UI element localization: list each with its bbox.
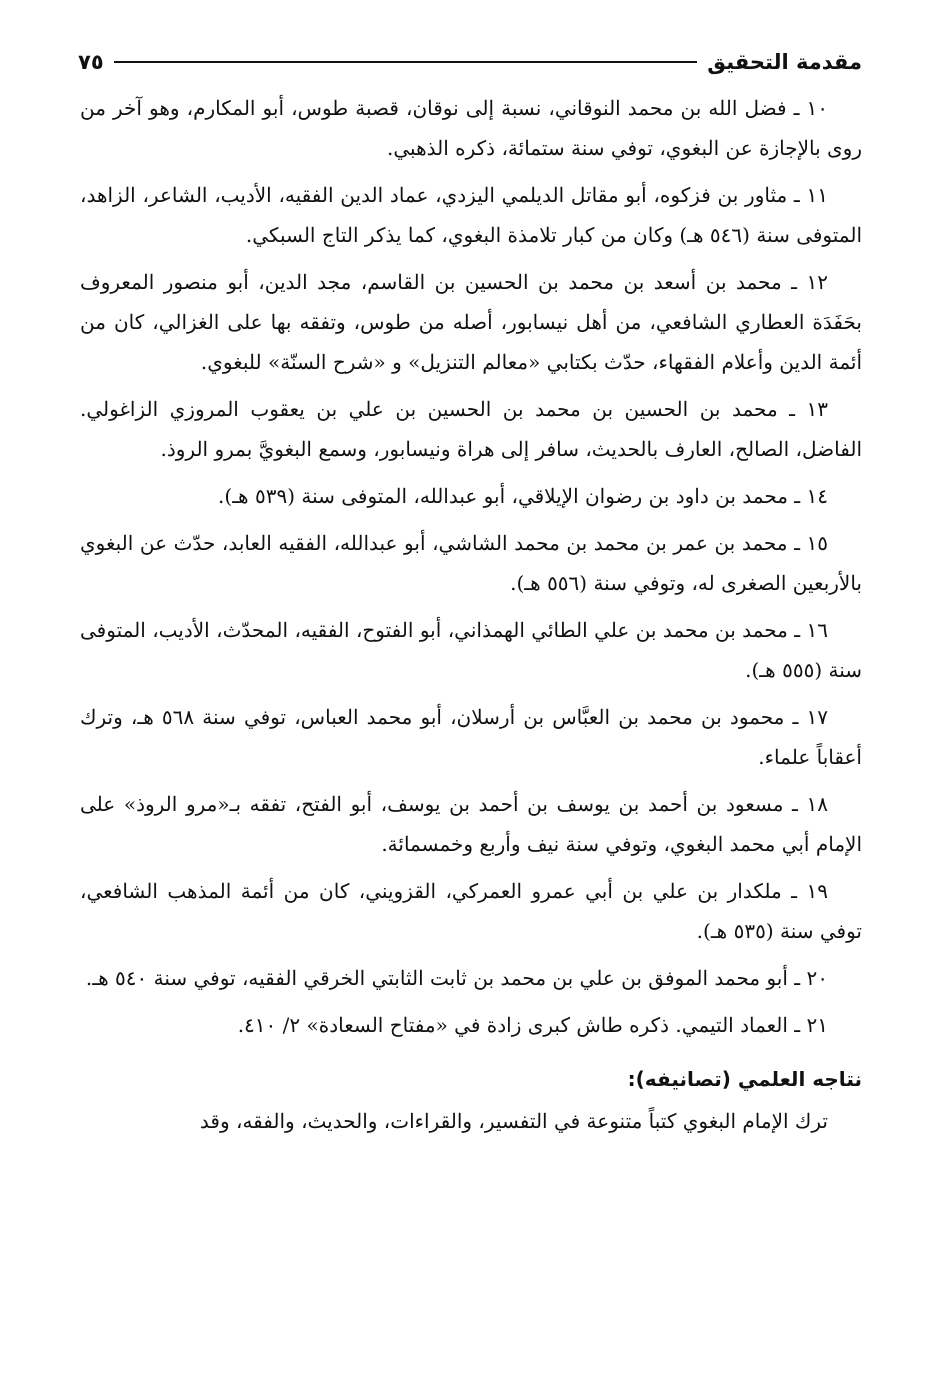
entry-11: ١١ ـ مثاور بن فزكوه، أبو مقاتل الديلمي اليزدي، عماد الدين الفقيه، الأديب، الشاعر، الزاهد، المتوفى سنة (٥٤٦ هـ) وكان من كبار تلامذة البغوي، كما يذكر التاج السبكي. — [80, 183, 862, 247]
entry-10: ١٠ ـ فضل الله بن محمد النوقاني، نسبة إلى نوقان، قصبة طوس، أبو المكارم، وهو آخر من روى بالإجازة عن البغوي، توفي سنة ستمائة، ذكره الذهبي. — [80, 96, 862, 160]
entry-14: ١٤ ـ محمد بن داود بن رضوان الإيلاقي، أبو عبدالله، المتوفى سنة (٥٣٩ هـ). — [218, 484, 828, 508]
running-title: مقدمة التحقيق — [707, 50, 862, 74]
entry-19: ١٩ ـ ملكدار بن علي بن أبي عمرو العمركي، القزويني، كان من أئمة المذهب الشافعي، توفي سنة (٥٣٥ هـ). — [80, 879, 862, 943]
page-header — [78, 44, 862, 80]
entry-17: ١٧ ـ محمود بن محمد بن العبَّاس بن أرسلان، أبو محمد العباس، توفي سنة ٥٦٨ هـ، وترك أعقاباً علماء. — [80, 705, 862, 769]
page-number: ٧٥ — [78, 50, 104, 74]
entry-20: ٢٠ ـ أبو محمد الموفق بن علي بن محمد بن ثابت الثابتي الخرقي الفقيه، توفي سنة ٥٤٠ هـ. — [85, 966, 828, 990]
section-heading: نتاجه العلمي (تصانيفه): — [627, 1067, 862, 1091]
header-rule — [114, 61, 698, 63]
section-intro-text: ترك الإمام البغوي كتباً متنوعة في التفسير، والقراءات، والحديث، والفقه، وقد — [199, 1109, 828, 1133]
entry-16: ١٦ ـ محمد بن محمد بن علي الطائي الهمذاني، أبو الفتوح، الفقيه، المحدّث، الأديب، المتوفى سنة (٥٥٥ هـ). — [80, 618, 862, 682]
entry-12: ١٢ ـ محمد بن أسعد بن محمد بن الحسين بن القاسم، مجد الدين، أبو منصور المعروف بحَفَدَة العطاري الشافعي، من أهل نيسابور، أصله من طوس، وتفقه بها على الغزالي، كان من أئمة الدين وأعلام الفقهاء، حدّث بكتابي «معالم التنزيل» و «شرح السنّة» للبغوي. — [80, 270, 862, 374]
entry-13: ١٣ ـ محمد بن الحسين بن محمد بن الحسين بن علي بن يعقوب المروزي الزاغولي. الفاضل، الصالح، العارف بالحديث، سافر إلى هراة ونيسابور، وسمع البغويَّ بمرو الروذ. — [80, 397, 862, 461]
page-body — [80, 88, 862, 1141]
entry-21: ٢١ ـ العماد التيمي. ذكره طاش كبرى زادة في «مفتاح السعادة» ٢/ ٤١٠. — [237, 1013, 828, 1037]
entry-15: ١٥ ـ محمد بن عمر بن محمد بن محمد الشاشي، أبو عبدالله، الفقيه العابد، حدّث عن البغوي بالأربعين الصغرى له، وتوفي سنة (٥٥٦ هـ). — [80, 531, 862, 595]
entry-18: ١٨ ـ مسعود بن أحمد بن يوسف بن أحمد بن يوسف، أبو الفتح، تفقه بـ«مرو الروذ» على الإمام أبي محمد البغوي، وتوفي سنة نيف وأربع وخمسمائة. — [80, 792, 862, 856]
